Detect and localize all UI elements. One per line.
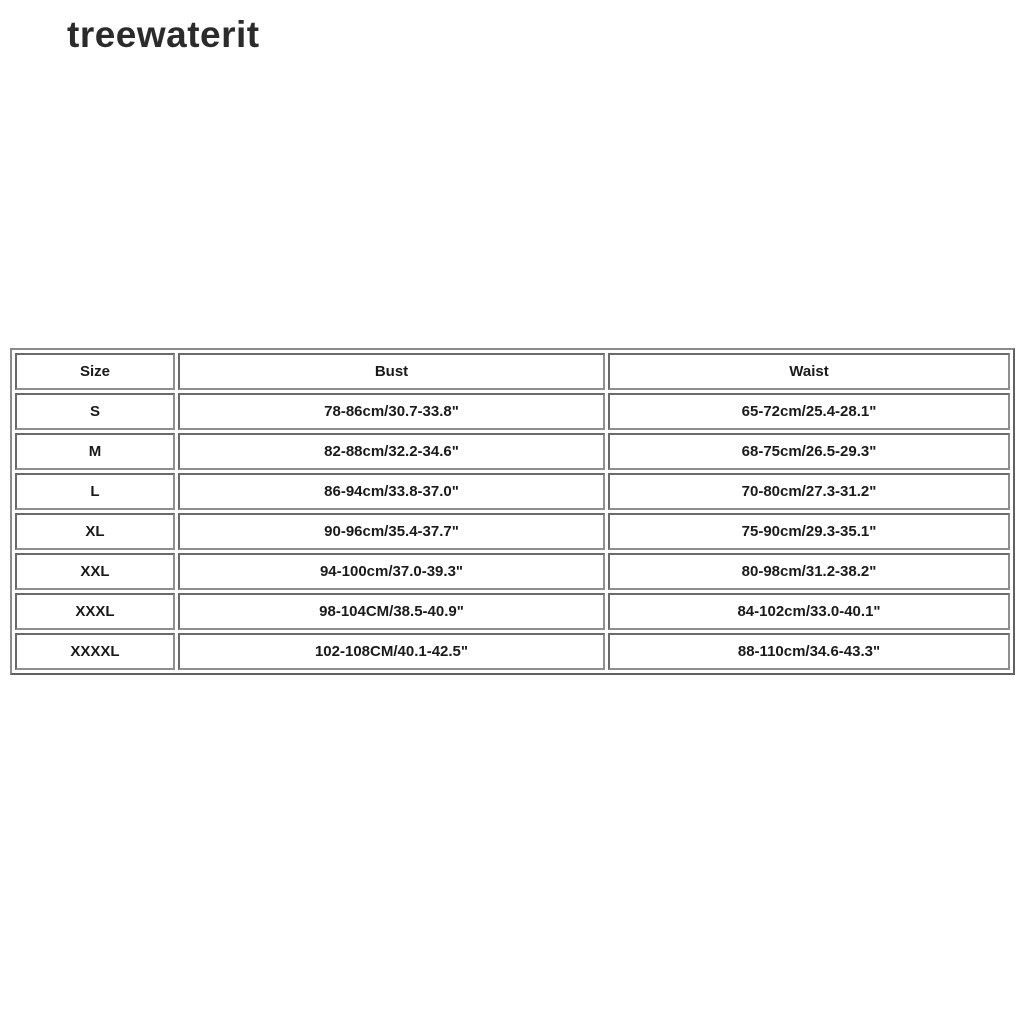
- bust-cell: 78-86cm/30.7-33.8": [178, 393, 605, 430]
- table-row: [15, 593, 1010, 630]
- waist-cell: 80-98cm/31.2-38.2": [608, 553, 1010, 590]
- size-cell: XXXXL: [15, 633, 175, 670]
- waist-cell: 75-90cm/29.3-35.1": [608, 513, 1010, 550]
- size-cell: L: [15, 473, 175, 510]
- table-row: [15, 473, 1010, 510]
- waist-cell: 88-110cm/34.6-43.3": [608, 633, 1010, 670]
- waist-cell: 68-75cm/26.5-29.3": [608, 433, 1010, 470]
- table-row: [15, 633, 1010, 670]
- table-header-row: [15, 353, 1010, 390]
- size-cell: XL: [15, 513, 175, 550]
- bust-cell: 82-88cm/32.2-34.6": [178, 433, 605, 470]
- table-row: [15, 393, 1010, 430]
- waist-cell: 70-80cm/27.3-31.2": [608, 473, 1010, 510]
- bust-cell: 102-108CM/40.1-42.5": [178, 633, 605, 670]
- table-row: [15, 553, 1010, 590]
- bust-cell: 94-100cm/37.0-39.3": [178, 553, 605, 590]
- size-chart-table: [10, 348, 1015, 675]
- size-cell: XXXL: [15, 593, 175, 630]
- waist-cell: 84-102cm/33.0-40.1": [608, 593, 1010, 630]
- size-cell: S: [15, 393, 175, 430]
- waist-cell: 65-72cm/25.4-28.1": [608, 393, 1010, 430]
- bust-cell: 86-94cm/33.8-37.0": [178, 473, 605, 510]
- bust-cell: 90-96cm/35.4-37.7": [178, 513, 605, 550]
- size-cell: M: [15, 433, 175, 470]
- size-cell: XXL: [15, 553, 175, 590]
- header-bust: Bust: [178, 353, 605, 390]
- header-waist: Waist: [608, 353, 1010, 390]
- table-row: [15, 513, 1010, 550]
- table-row: [15, 433, 1010, 470]
- header-size: Size: [15, 353, 175, 390]
- bust-cell: 98-104CM/38.5-40.9": [178, 593, 605, 630]
- brand-watermark: treewaterit: [67, 14, 260, 55]
